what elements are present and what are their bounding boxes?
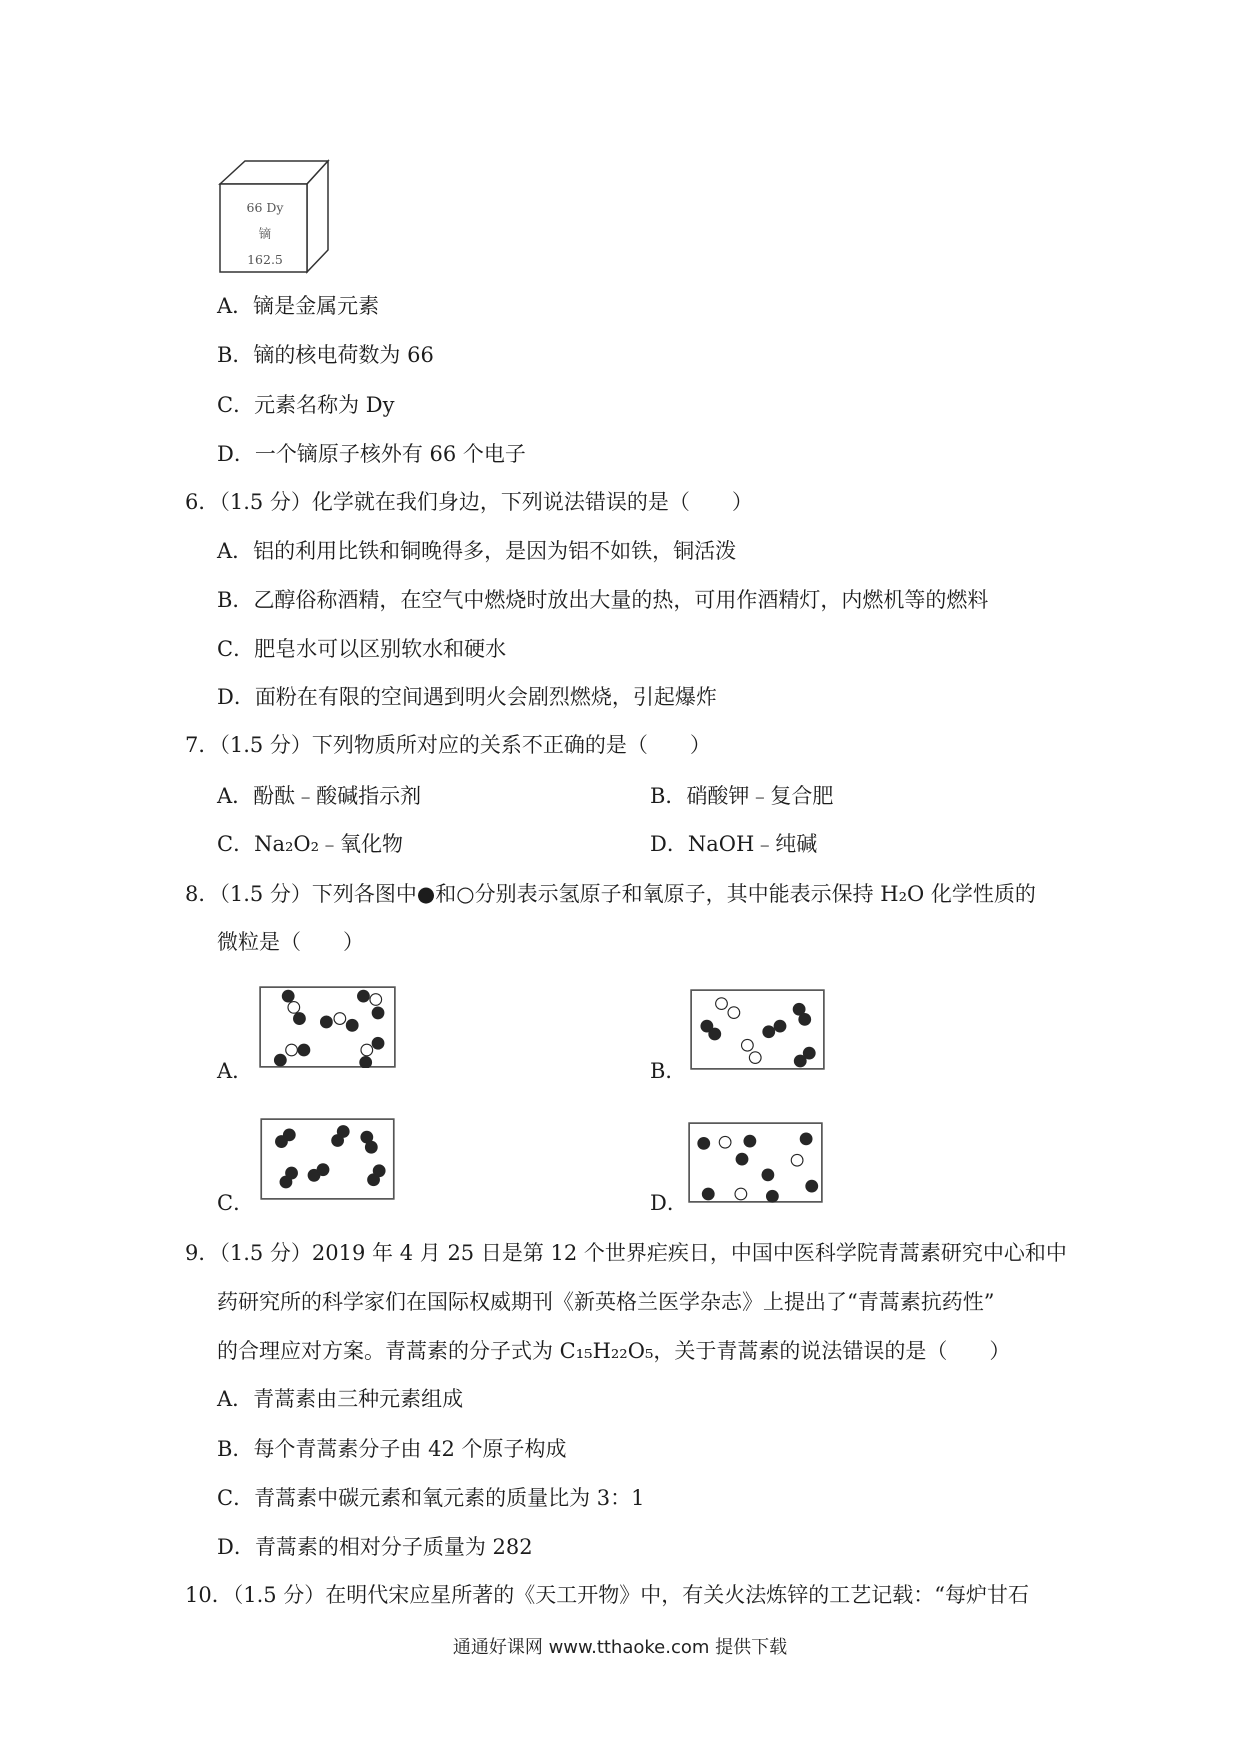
option-text: 每个青蒿素分子由 42 个原子构成	[253, 1437, 567, 1461]
q10-stem: 10．（1.5 分）在明代宋应星所著的《天工开物》中，有关火法炼锌的工艺记载：“每炉甘石	[185, 1583, 1030, 1607]
hydrogen-atom	[709, 1028, 721, 1040]
option-label: B．	[217, 1437, 254, 1461]
q8-diagram-a	[259, 986, 396, 1068]
hydrogen-atom	[282, 990, 294, 1002]
q9-stem-line-3: 的合理应对方案。青蒿素的分子式为 C₁₅H₂₂O₅，关于青蒿素的说法错误的是（ ）	[217, 1339, 1011, 1363]
oxygen-atom	[791, 1154, 803, 1166]
q9-option-d	[217, 1533, 533, 1561]
hydrogen-atom	[372, 1037, 384, 1049]
hydrogen-atom	[346, 1019, 358, 1031]
oxygen-atom	[719, 1136, 731, 1148]
option-label: C．	[217, 1486, 255, 1510]
oxygen-atom	[742, 1039, 754, 1051]
option-text: 元素名称为 Dy	[254, 393, 395, 417]
option-text: 面粉在有限的空间遇到明火会剧烈燃烧，引起爆炸	[254, 685, 717, 709]
option-text: 青蒿素由三种元素组成	[253, 1387, 464, 1411]
particle-group	[698, 1133, 818, 1202]
option-label: D．	[650, 832, 688, 856]
q5-option-a	[217, 292, 379, 320]
q8-stem-line-1: 8．（1.5 分）下列各图中●和○分别表示氢原子和氧原子，其中能表示保持 H₂O 化学性质的	[185, 882, 1036, 906]
option-label: C．	[217, 637, 255, 661]
element-card-cube	[215, 155, 335, 280]
hydrogen-atom	[283, 1129, 295, 1141]
q7-option-a	[217, 782, 421, 810]
oxygen-atom	[749, 1052, 761, 1064]
element-number-symbol: 66 Dy	[246, 200, 284, 215]
option-label: B．	[217, 343, 254, 367]
hydrogen-atom	[763, 1026, 775, 1038]
q7-option-c	[217, 830, 403, 858]
q8-diagram-c	[260, 1118, 395, 1200]
q9-option-b	[217, 1435, 567, 1463]
q8-diagram-d	[688, 1122, 823, 1203]
option-text: 硝酸钾﹣复合肥	[686, 784, 834, 808]
option-text: 青蒿素中碳元素和氧元素的质量比为 3：1	[254, 1486, 645, 1510]
option-text: 镝的核电荷数为 66	[253, 343, 434, 367]
hydrogen-atom	[365, 1141, 377, 1153]
element-mass: 162.5	[247, 252, 283, 267]
hydrogen-atom	[702, 1188, 714, 1200]
q8-diagram-b	[690, 989, 825, 1070]
hydrogen-atom	[698, 1138, 710, 1150]
q9-option-a	[217, 1385, 463, 1413]
option-text: 铝的利用比铁和铜晚得多，是因为铝不如铁，铜活泼	[253, 539, 737, 563]
q5-option-d	[217, 440, 526, 468]
oxygen-atom	[728, 1007, 740, 1019]
q5-option-b	[217, 341, 434, 369]
hydrogen-atom	[806, 1180, 818, 1192]
oxygen-atom	[716, 998, 728, 1010]
particle-group	[274, 990, 383, 1068]
hydrogen-atom	[774, 1020, 786, 1032]
option-text: 镝是金属元素	[253, 294, 380, 318]
option-text: 青蒿素的相对分子质量为 282	[254, 1535, 533, 1559]
hydrogen-atom	[298, 1044, 310, 1056]
oxygen-atom	[735, 1188, 747, 1200]
hydrogen-atom	[274, 1054, 286, 1066]
page-footer: 通通好课网 www.tthaoke.com 提供下载	[452, 1637, 788, 1658]
hydrogen-atom	[736, 1153, 748, 1165]
hydrogen-atom	[321, 1016, 333, 1028]
option-label: A．	[217, 294, 254, 318]
option-text: NaOH﹣纯碱	[687, 832, 818, 856]
option-label: C．	[217, 393, 255, 417]
q8-option-c-label: C．	[217, 1191, 255, 1215]
oxygen-atom	[361, 1044, 373, 1056]
q9-option-c	[217, 1484, 644, 1512]
q8-stem-line-2: 微粒是（ ）	[217, 930, 364, 954]
option-label: B．	[650, 784, 687, 808]
q7-stem: 7．（1.5 分）下列物质所对应的关系不正确的是（ ）	[185, 733, 711, 757]
hydrogen-atom	[372, 1007, 384, 1019]
hydrogen-atom	[800, 1133, 812, 1145]
option-label: D．	[217, 442, 255, 466]
q8-option-b-label: B．	[650, 1059, 687, 1083]
q5-option-c	[217, 391, 394, 419]
option-label: A．	[217, 1387, 254, 1411]
q6-option-a	[217, 537, 736, 565]
particle-group	[276, 1126, 385, 1188]
hydrogen-atom	[744, 1135, 756, 1147]
q6-option-c	[217, 635, 506, 663]
hydrogen-atom	[360, 1057, 372, 1068]
q6-option-b	[217, 586, 988, 614]
q8-option-d-label: D．	[650, 1191, 688, 1215]
option-label: D．	[217, 685, 255, 709]
hydrogen-atom	[337, 1126, 349, 1138]
diagram-frame	[261, 1119, 394, 1199]
option-text: 一个镝原子核外有 66 个电子	[254, 442, 526, 466]
option-label: D．	[217, 1535, 255, 1559]
q9-stem-line-2: 药研究所的科学家们在国际权威期刊《新英格兰医学杂志》上提出了“青蒿素抗药性”	[217, 1290, 995, 1314]
option-text: Na₂O₂﹣氧化物	[254, 832, 404, 856]
q9-stem-line-1: 9．（1.5 分）2019 年 4 月 25 日是第 12 个世界疟疾日，中国中医科学院青蒿素研究中心和中	[185, 1241, 1067, 1265]
q7-option-b	[650, 782, 833, 810]
oxygen-atom	[288, 1002, 300, 1014]
hydrogen-atom	[799, 1014, 811, 1026]
option-label: A．	[217, 539, 254, 563]
element-name: 镝	[258, 226, 272, 241]
option-text: 酚酞﹣酸碱指示剂	[253, 784, 422, 808]
hydrogen-atom	[286, 1167, 298, 1179]
option-text: 肥皂水可以区别软水和硬水	[254, 637, 507, 661]
hydrogen-atom	[294, 1013, 306, 1025]
hydrogen-atom	[767, 1190, 779, 1202]
option-label: A．	[217, 784, 254, 808]
particle-group	[701, 998, 815, 1067]
oxygen-atom	[286, 1044, 298, 1056]
hydrogen-atom	[762, 1169, 774, 1181]
option-label: C．	[217, 832, 255, 856]
q7-option-d	[650, 830, 817, 858]
oxygen-atom	[370, 994, 382, 1006]
oxygen-atom	[334, 1013, 346, 1025]
hydrogen-atom	[317, 1164, 329, 1176]
option-text: 乙醇俗称酒精，在空气中燃烧时放出大量的热，可用作酒精灯，内燃机等的燃料	[253, 588, 989, 612]
option-label: B．	[217, 588, 254, 612]
hydrogen-atom	[373, 1165, 385, 1177]
q6-option-d	[217, 683, 717, 711]
hydrogen-atom	[358, 990, 370, 1002]
hydrogen-atom	[803, 1047, 815, 1059]
q8-option-a-label: A．	[217, 1059, 254, 1083]
q6-stem: 6．（1.5 分）化学就在我们身边，下列说法错误的是（ ）	[185, 490, 753, 514]
